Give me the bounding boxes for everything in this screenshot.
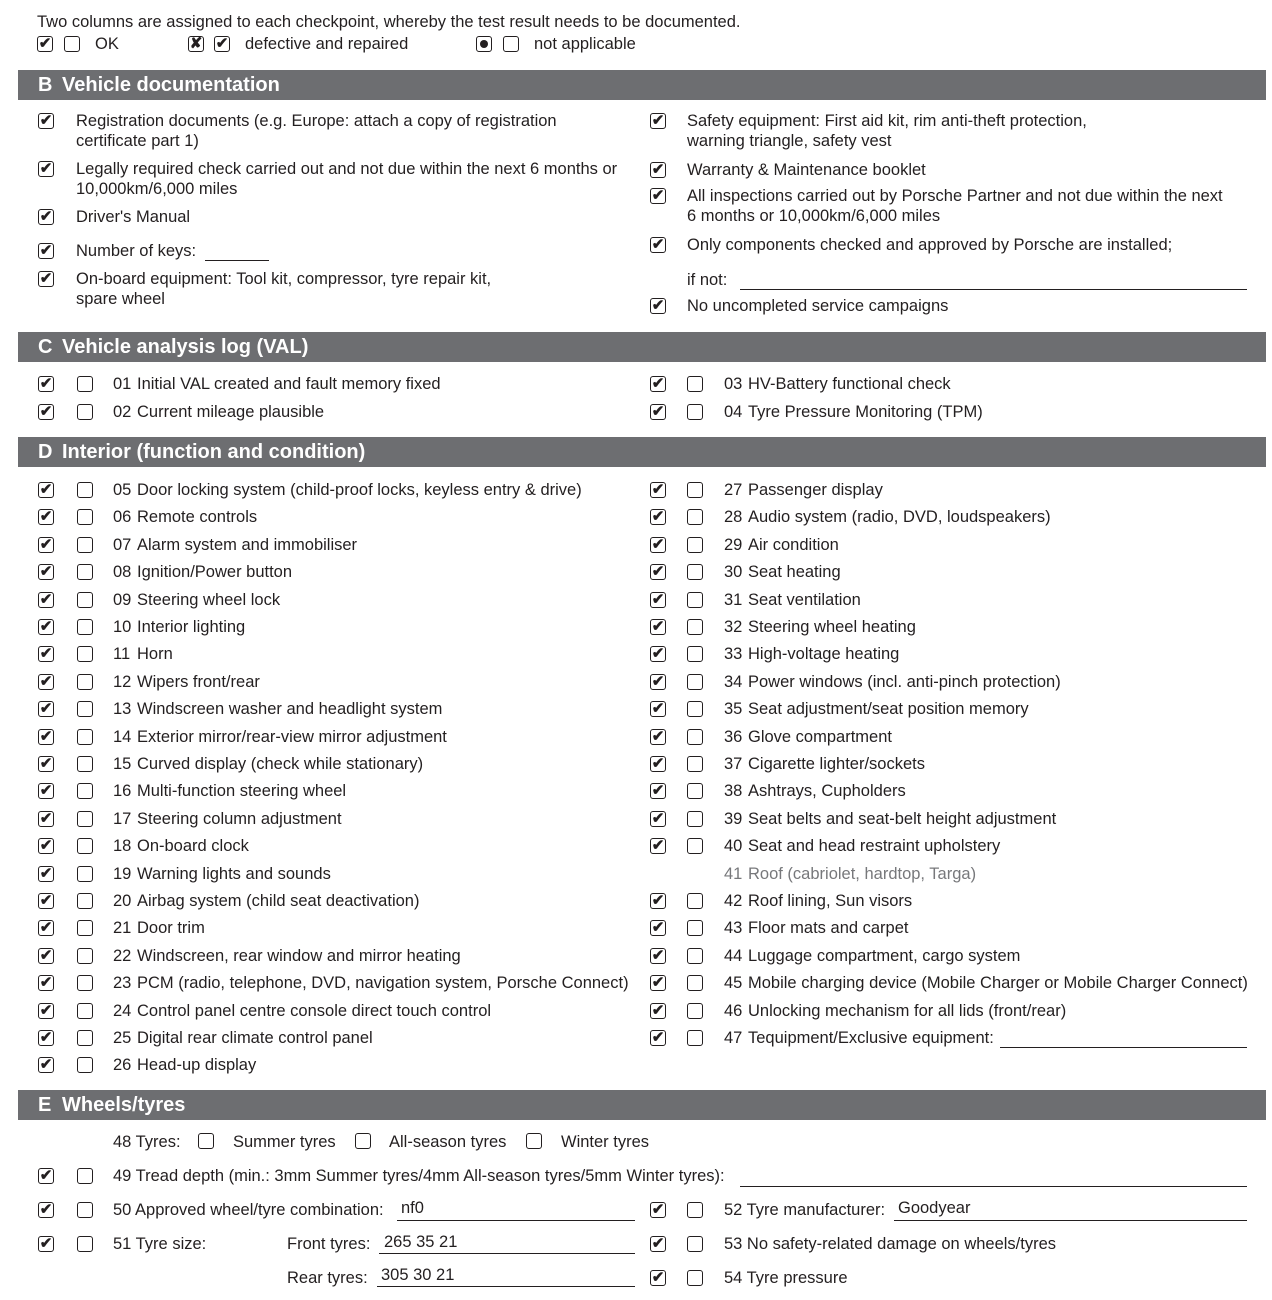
doc-item-label: On-board equipment: Tool kit, compressor, tyre repair kit, (76, 270, 492, 288)
manufacturer-field-line (894, 1220, 1247, 1221)
item-label: Airbag system (child seat deactivation) (137, 892, 420, 910)
item-number: 13 (113, 700, 132, 719)
item-number: 29 (724, 535, 743, 554)
legend-defective-checkbox-2: ✔ (215, 36, 229, 52)
doc-item-label: 10,000km/6,000 miles (76, 180, 238, 198)
item-number: 28 (724, 508, 743, 527)
item-number: 41 (724, 864, 743, 883)
defective-checkbox[interactable] (77, 1030, 93, 1046)
winter-tyres-label: Winter tyres (561, 1133, 650, 1151)
item-label: Multi-function steering wheel (137, 782, 347, 801)
ok-checkbox[interactable]: ✔ (39, 376, 53, 392)
section-b-title: Vehicle documentation (62, 74, 280, 96)
front-tyres-field-line (379, 1253, 635, 1254)
tyre-size-label: 51 Tyre size: (113, 1235, 207, 1253)
defective-checkbox[interactable] (77, 948, 93, 964)
item-number: 11 (113, 645, 131, 664)
ok-checkbox[interactable]: ✔ (39, 482, 53, 498)
item-number: 09 (113, 590, 132, 609)
legend-na-checkbox-2 (503, 36, 519, 52)
section-b-header (18, 70, 1266, 100)
doc-item-label: if not: (687, 271, 728, 289)
ok-checkbox[interactable]: ✔ (651, 509, 665, 526)
item-number: 10 (113, 618, 132, 636)
item-number: 39 (724, 809, 743, 828)
summer-tyres-checkbox[interactable] (198, 1133, 214, 1149)
defective-checkbox[interactable] (687, 1003, 703, 1019)
rear-tyres-value[interactable]: 305 30 21 (381, 1266, 455, 1284)
item-number: 21 (113, 919, 132, 938)
item-label: Exterior mirror/rear-view mirror adjustment (137, 727, 447, 746)
defective-checkbox[interactable] (687, 701, 703, 717)
item-label: Floor mats and carpet (748, 919, 909, 938)
defective-checkbox[interactable] (77, 537, 93, 553)
item-label: Glove compartment (748, 727, 892, 746)
ok-checkbox[interactable]: ✔ (651, 1030, 665, 1046)
item-number: 14 (113, 727, 132, 746)
ok-checkbox[interactable]: ✔ (651, 482, 665, 498)
doc-checkbox[interactable]: ✔ (39, 161, 53, 177)
ok-checkbox[interactable]: ✔ (651, 920, 665, 937)
ok-checkbox[interactable]: ✔ (651, 838, 665, 855)
item-number: 20 (113, 892, 132, 910)
tread-depth-field[interactable] (740, 1186, 1247, 1187)
item-label: Warning lights and sounds (137, 864, 331, 883)
ok-checkbox[interactable]: ✔ (39, 564, 53, 581)
ok-checkbox[interactable]: ✔ (39, 756, 53, 772)
item-number: 06 (113, 508, 132, 527)
size-defective-checkbox[interactable] (77, 1236, 93, 1252)
item-label: Steering wheel lock (137, 590, 281, 609)
item-number: 02 (113, 403, 132, 421)
front-tyres-label: Front tyres: (287, 1235, 371, 1253)
item-number: 07 (113, 535, 132, 554)
winter-tyres-checkbox[interactable] (526, 1133, 542, 1149)
ok-checkbox[interactable]: ✔ (39, 536, 53, 553)
item-label: Steering column adjustment (137, 809, 342, 828)
item-label: Passenger display (748, 481, 883, 499)
item-number: 08 (113, 563, 132, 582)
doc-checkbox[interactable]: ✔ (39, 113, 53, 129)
item-number: 12 (113, 672, 132, 691)
tread-ok-checkbox[interactable]: ✔ (39, 1168, 53, 1184)
manufacturer-ok-checkbox[interactable]: ✔ (651, 1202, 665, 1218)
pressure-defective-checkbox[interactable] (687, 1270, 703, 1286)
defective-checkbox[interactable] (687, 537, 703, 553)
defective-checkbox[interactable] (687, 592, 703, 608)
defective-checkbox[interactable] (77, 509, 93, 525)
doc-checkbox[interactable]: ✔ (651, 188, 665, 204)
number-of-keys-field[interactable] (205, 260, 269, 261)
item-label: Alarm system and immobiliser (137, 535, 358, 554)
item-label: Roof lining, Sun visors (748, 892, 913, 910)
section-d-letter: D (38, 441, 53, 463)
item-number: 46 (724, 1001, 743, 1020)
item-label: Initial VAL created and fault memory fixed (137, 375, 441, 393)
damage-defective-checkbox[interactable] (687, 1236, 703, 1252)
item-number: 30 (724, 563, 743, 582)
ok-checkbox[interactable]: ✔ (651, 646, 665, 663)
item-label: Wipers front/rear (137, 672, 260, 691)
item-label: Seat ventilation (748, 590, 861, 609)
item-number: 23 (113, 974, 132, 993)
defective-checkbox[interactable] (77, 838, 93, 854)
item-number: 17 (113, 809, 132, 828)
item-number: 45 (724, 974, 743, 993)
ok-checkbox[interactable]: ✔ (651, 1002, 665, 1019)
all-season-tyres-checkbox[interactable] (355, 1133, 371, 1149)
ok-checkbox[interactable]: ✔ (39, 1057, 53, 1074)
defective-checkbox[interactable] (77, 975, 93, 991)
combo-defective-checkbox[interactable] (77, 1202, 93, 1218)
item-label: Seat adjustment/seat position memory (748, 700, 1029, 719)
item-number: 31 (724, 590, 743, 609)
pressure-ok-checkbox[interactable]: ✔ (651, 1270, 665, 1286)
item-label: Tyre Pressure Monitoring (TPM) (748, 403, 983, 421)
ok-checkbox[interactable]: ✔ (651, 404, 665, 420)
defective-checkbox[interactable] (77, 482, 93, 498)
item-number: 38 (724, 782, 743, 801)
item-label: Curved display (check while stationary) (137, 755, 424, 773)
item-number: 44 (724, 946, 743, 965)
section-d-header (18, 437, 1266, 467)
item-number: 22 (113, 946, 132, 965)
item-number: 40 (724, 837, 743, 856)
defective-checkbox[interactable] (687, 756, 703, 772)
item-number: 26 (113, 1056, 132, 1075)
item-label: Head-up display (137, 1056, 257, 1075)
item-number: 34 (724, 672, 743, 691)
item-number: 18 (113, 837, 132, 856)
ok-checkbox[interactable]: ✔ (39, 728, 53, 745)
item-number: 04 (724, 403, 743, 421)
item-number: 43 (724, 919, 743, 938)
defective-checkbox[interactable] (687, 948, 703, 964)
doc-item-label: No uncompleted service campaigns (687, 297, 949, 315)
combo-ok-checkbox[interactable]: ✔ (39, 1202, 53, 1218)
item-label: Luggage compartment, cargo system (748, 946, 1021, 965)
ok-checkbox[interactable]: ✔ (39, 619, 53, 635)
item-label: Steering wheel heating (748, 618, 916, 636)
item-label: Roof (cabriolet, hardtop, Targa) (748, 864, 977, 883)
ok-checkbox[interactable]: ✔ (651, 975, 665, 992)
ok-checkbox[interactable]: ✔ (39, 404, 53, 420)
ok-checkbox[interactable]: ✔ (651, 728, 665, 745)
equipment-field[interactable] (1000, 1047, 1247, 1048)
item-label: Windscreen washer and headlight system (137, 700, 443, 719)
tread-depth-label: 49 Tread depth (min.: 3mm Summer tyres/4mm All-season tyres/5mm Winter tyres): (113, 1167, 725, 1185)
defective-checkbox[interactable] (687, 1030, 703, 1046)
item-number: 16 (113, 782, 132, 801)
combo-field-line (397, 1220, 635, 1221)
legend-defective-label: defective and repaired (245, 35, 409, 53)
defective-checkbox[interactable] (687, 838, 703, 854)
legend-na-label: not applicable (534, 35, 636, 53)
defective-checkbox[interactable] (687, 646, 703, 662)
combo-field-value[interactable]: nf0 (401, 1199, 424, 1217)
ok-checkbox[interactable]: ✔ (39, 893, 53, 909)
defective-checkbox[interactable] (77, 783, 93, 799)
item-label: On-board clock (137, 837, 249, 856)
defective-checkbox[interactable] (687, 509, 703, 525)
ok-checkbox[interactable]: ✔ (651, 947, 665, 964)
defective-checkbox[interactable] (77, 729, 93, 745)
item-number: 35 (724, 700, 743, 719)
defective-checkbox[interactable] (687, 376, 703, 392)
section-e-letter: E (38, 1094, 52, 1116)
item-label: Tequipment/Exclusive equipment: (748, 1029, 994, 1047)
manufacturer-label: 52 Tyre manufacturer: (724, 1201, 886, 1219)
item-number: 32 (724, 618, 743, 636)
defective-checkbox[interactable] (77, 866, 93, 882)
legend-ok-checkbox-2 (64, 36, 80, 52)
legend-ok-label: OK (95, 35, 119, 53)
item-label: Mobile charging device (Mobile Charger or Mobile Charger Connect) (748, 974, 1248, 993)
item-number: 24 (113, 1001, 132, 1020)
damage-label: 53 No safety-related damage on wheels/tyres (724, 1235, 1057, 1253)
defective-checkbox[interactable] (77, 920, 93, 936)
item-number: 19 (113, 864, 132, 883)
doc-item-label: Legally required check carried out and not due within the next 6 months or (76, 160, 618, 178)
item-number: 42 (724, 892, 743, 910)
ok-checkbox[interactable]: ✔ (651, 783, 665, 800)
ok-checkbox[interactable]: ✔ (39, 509, 53, 526)
item-number: 33 (724, 645, 743, 664)
ok-checkbox[interactable]: ✔ (39, 591, 53, 608)
size-ok-checkbox[interactable]: ✔ (39, 1236, 53, 1252)
ok-checkbox[interactable]: ✔ (651, 701, 665, 718)
doc-item-label: 6 months or 10,000km/6,000 miles (687, 207, 941, 225)
doc-checkbox[interactable]: ✔ (39, 271, 53, 287)
ok-checkbox[interactable]: ✔ (651, 564, 665, 581)
item-label: Audio system (radio, DVD, loudspeakers) (748, 508, 1051, 527)
ok-checkbox[interactable]: ✔ (39, 920, 53, 937)
tread-defective-checkbox[interactable] (77, 1168, 93, 1184)
rear-tyres-label: Rear tyres: (287, 1269, 368, 1287)
doc-item-label: certificate part 1) (76, 132, 199, 150)
legend-na-checkbox-1 (476, 36, 492, 52)
section-c-title: Vehicle analysis log (VAL) (62, 336, 309, 358)
item-label: Windscreen, rear window and mirror heating (137, 946, 461, 965)
item-label: Cigarette lighter/sockets (748, 755, 925, 773)
item-label: Digital rear climate control panel (137, 1029, 373, 1047)
ok-checkbox[interactable]: ✔ (39, 865, 53, 882)
item-number: 27 (724, 481, 743, 499)
item-label: Seat belts and seat-belt height adjustment (748, 809, 1057, 828)
doc-item-label: Warranty & Maintenance booklet (687, 161, 926, 179)
ok-checkbox[interactable]: ✔ (651, 756, 665, 772)
doc-checkbox[interactable]: ✔ (651, 298, 665, 314)
item-number: 01 (113, 375, 132, 393)
section-c-letter: C (38, 336, 53, 358)
doc-item-label: All inspections carried out by Porsche Partner and not due within the next (687, 187, 1223, 205)
ok-checkbox[interactable]: ✔ (651, 376, 665, 392)
ok-checkbox[interactable]: ✔ (39, 646, 53, 663)
item-number: 25 (113, 1029, 132, 1047)
defective-checkbox[interactable] (687, 404, 703, 420)
item-label: Door trim (137, 919, 205, 938)
defective-checkbox[interactable] (77, 646, 93, 662)
item-label: High-voltage heating (748, 645, 900, 664)
ok-checkbox[interactable]: ✔ (39, 810, 53, 827)
defective-checkbox[interactable] (687, 975, 703, 991)
ok-checkbox[interactable]: ✔ (39, 1030, 53, 1046)
ok-checkbox[interactable]: ✔ (39, 975, 53, 992)
doc-item-label: Number of keys: (76, 242, 197, 260)
doc-checkbox[interactable]: ✔ (651, 237, 665, 253)
defective-checkbox[interactable] (687, 674, 703, 690)
defective-checkbox[interactable] (77, 1057, 93, 1073)
item-label: Control panel centre console direct touch control (137, 1001, 492, 1020)
ok-checkbox[interactable]: ✔ (39, 783, 53, 800)
manufacturer-defective-checkbox[interactable] (687, 1202, 703, 1218)
defective-checkbox[interactable] (77, 756, 93, 772)
item-label: PCM (radio, telephone, DVD, navigation system, Porsche Connect) (137, 974, 629, 993)
ok-checkbox[interactable]: ✔ (651, 893, 665, 909)
all-season-tyres-label: All-season tyres (389, 1133, 507, 1151)
defective-checkbox[interactable] (77, 811, 93, 827)
defective-checkbox[interactable] (77, 701, 93, 717)
defective-checkbox[interactable] (77, 404, 93, 420)
item-label: Horn (137, 645, 173, 664)
combo-label: 50 Approved wheel/tyre combination: (113, 1201, 384, 1219)
doc-item-label: Driver's Manual (76, 208, 191, 226)
section-e-header (18, 1090, 1266, 1120)
doc-item-label: Safety equipment: First aid kit, rim anti-theft protection, (687, 112, 1087, 130)
item-label: Unlocking mechanism for all lids (front/rear) (748, 1001, 1067, 1020)
item-label: Ashtrays, Cupholders (748, 782, 906, 801)
item-label: Seat and head restraint upholstery (748, 837, 1001, 856)
defective-checkbox[interactable] (687, 783, 703, 799)
legend-defective-checkbox-1: ✘ (189, 36, 203, 52)
item-number: 03 (724, 375, 743, 393)
defective-checkbox[interactable] (77, 376, 93, 392)
item-number: 47 (724, 1029, 743, 1047)
defective-checkbox[interactable] (687, 729, 703, 745)
defective-checkbox[interactable] (77, 1003, 93, 1019)
tyres-label: 48 Tyres: (113, 1133, 181, 1151)
section-c-header (18, 332, 1266, 362)
ok-checkbox[interactable]: ✔ (39, 673, 53, 690)
item-label: Current mileage plausible (137, 403, 325, 421)
doc-checkbox[interactable]: ✔ (39, 209, 53, 225)
ok-checkbox[interactable]: ✔ (39, 838, 53, 855)
ok-checkbox[interactable]: ✔ (651, 673, 665, 690)
item-label: Seat heating (748, 563, 841, 582)
legend-intro: Two columns are assigned to each checkpoint, whereby the test result needs to be documented. (37, 13, 741, 31)
defective-checkbox[interactable] (687, 482, 703, 498)
ok-checkbox[interactable]: ✔ (651, 810, 665, 827)
defective-checkbox[interactable] (77, 674, 93, 690)
defective-checkbox[interactable] (77, 893, 93, 909)
item-label: Interior lighting (137, 618, 246, 636)
defective-checkbox[interactable] (687, 619, 703, 635)
doc-checkbox[interactable]: ✔ (651, 113, 665, 129)
front-tyres-value[interactable]: 265 35 21 (384, 1233, 458, 1251)
filled-dot-icon (480, 40, 488, 48)
section-d-title: Interior (function and condition) (62, 441, 366, 463)
defective-checkbox[interactable] (687, 893, 703, 909)
doc-checkbox[interactable]: ✔ (39, 243, 53, 259)
item-label: Power windows (incl. anti-pinch protection) (748, 672, 1061, 691)
item-number: 37 (724, 755, 743, 773)
damage-ok-checkbox[interactable]: ✔ (651, 1236, 665, 1252)
ok-checkbox[interactable]: ✔ (39, 701, 53, 718)
defective-checkbox[interactable] (687, 564, 703, 580)
item-label: Remote controls (137, 508, 258, 527)
section-e-title: Wheels/tyres (62, 1094, 186, 1116)
doc-item-label: Registration documents (e.g. Europe: attach a copy of registration (76, 112, 557, 130)
item-label: Ignition/Power button (137, 563, 293, 582)
ok-checkbox[interactable]: ✔ (39, 1002, 53, 1019)
doc-checkbox[interactable]: ✔ (651, 162, 665, 178)
item-label: Door locking system (child-proof locks, keyless entry & drive) (137, 481, 582, 499)
defective-checkbox[interactable] (77, 619, 93, 635)
item-number: 15 (113, 755, 132, 773)
ok-checkbox[interactable]: ✔ (651, 536, 665, 553)
defective-checkbox[interactable] (687, 811, 703, 827)
defective-checkbox[interactable] (77, 564, 93, 580)
defective-checkbox[interactable] (77, 592, 93, 608)
summer-tyres-label: Summer tyres (233, 1133, 336, 1151)
item-label: HV-Battery functional check (748, 375, 951, 393)
section-b-letter: B (38, 74, 53, 96)
ok-checkbox[interactable]: ✔ (39, 947, 53, 964)
manufacturer-field-value[interactable]: Goodyear (898, 1199, 971, 1217)
doc-item-label: warning triangle, safety vest (687, 132, 892, 150)
item-number: 36 (724, 727, 743, 746)
rear-tyres-field-line (377, 1286, 635, 1287)
pressure-label: 54 Tyre pressure (724, 1269, 848, 1287)
doc-item-label: spare wheel (76, 290, 165, 308)
doc-item-label: Only components checked and approved by Porsche are installed; (687, 236, 1173, 254)
if-not-field[interactable] (740, 289, 1247, 290)
ok-checkbox[interactable]: ✔ (651, 591, 665, 608)
legend-ok-checkbox-1: ✔ (38, 36, 52, 52)
item-label: Air condition (748, 535, 839, 554)
item-number: 05 (113, 481, 132, 499)
ok-checkbox[interactable]: ✔ (651, 619, 665, 635)
defective-checkbox[interactable] (687, 920, 703, 936)
